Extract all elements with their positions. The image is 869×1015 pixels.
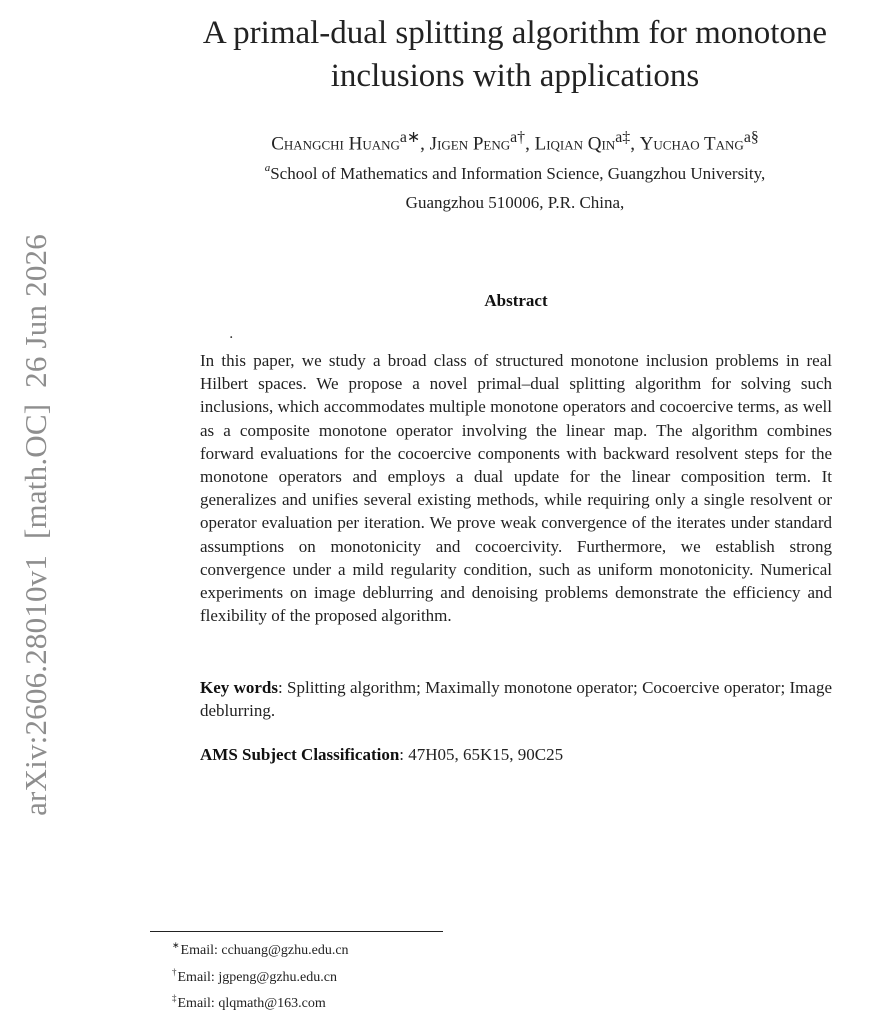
stray-mark: . [229,326,234,342]
author-marks: a† [510,129,526,146]
footnote-item [172,935,349,962]
arxiv-identifier-text: arXiv:2606.28010v1 [math.OC] 26 Jun 2026 [18,234,53,816]
title-line-2: inclusions with applications [330,58,700,94]
author-separator: , [525,133,535,155]
ams-label: AMS Subject Classification [200,745,400,764]
footnote-text: Email: cchuang@gzhu.edu.cn [180,943,349,958]
author-name: Liqian Qin [534,133,616,155]
affiliation-marker: a [264,162,271,174]
author-marks: a‡ [615,129,631,146]
affiliation-text-1: School of Mathematics and Information Science, Guangzhou University, [270,164,766,183]
keywords-text: : Splitting algorithm; Maximally monotone operator; Cocoercive operator; Image deblurring. [200,678,832,721]
footnote-mark: ∗ [172,940,180,950]
footnote-mark: ‡ [172,993,177,1003]
keywords-paragraph [200,676,832,722]
affiliation-text-2: Guangzhou 510006, P.R. China, [405,193,625,212]
abstract-body: In this paper, we study a broad class of structured monotone inclusion problems in real Hilbert spaces. We propose a novel primal–dual splitting algorithm for solving such inclusions, which accommodates multiple monotone operators and cocoercive terms, as well as a composite monotone operator involving the linear map. The algorithm combines forward evaluations for the cocoercive components with backward resolvent steps for the monotone operators and employs a dual update for the linear composition term. It generalizes and unifies several existing methods, while requiring only a single resolvent or operator evaluation per iteration. We prove weak convergence of the iterates under standard assumptions on monotonicity and cocoercivity. Furthermore, we establish strong convergence under a mild regularity condition, such as uniform monotonicity. Numerical experiments on image deblurring and denoising problems demonstrate the efficiency and flexibility of the proposed algorithm. [200,351,832,626]
author-separator: , [420,133,430,155]
footnote-divider [150,931,443,932]
abstract-heading: Abstract [484,291,548,310]
ams-classification [200,745,832,765]
author-marks: a§ [743,129,759,146]
footnote-text: Email: qlqmath@163.com [177,996,326,1011]
ams-codes: : 47H05, 65K15, 90C25 [399,745,564,764]
paper-title [170,12,860,98]
title-line-1: A primal-dual splitting algorithm for monotone [202,15,828,51]
author-name: Jigen Peng [429,133,511,155]
footnote-item [172,988,349,1015]
author-name: Changchi Huang [271,133,400,155]
author-list [170,127,860,155]
author-name: Yuchao Tang [639,133,744,155]
footnote-text: Email: jgpeng@gzhu.edu.cn [177,969,337,985]
footnotes [172,935,349,1015]
footnote-item [172,962,349,989]
affiliation-line-2 [170,193,860,213]
keywords-label: Key words [200,678,278,697]
author-marks: a∗ [399,129,421,146]
affiliation-line-1 [170,162,860,184]
author-separator: , [630,133,640,155]
footnote-mark: † [172,966,177,977]
